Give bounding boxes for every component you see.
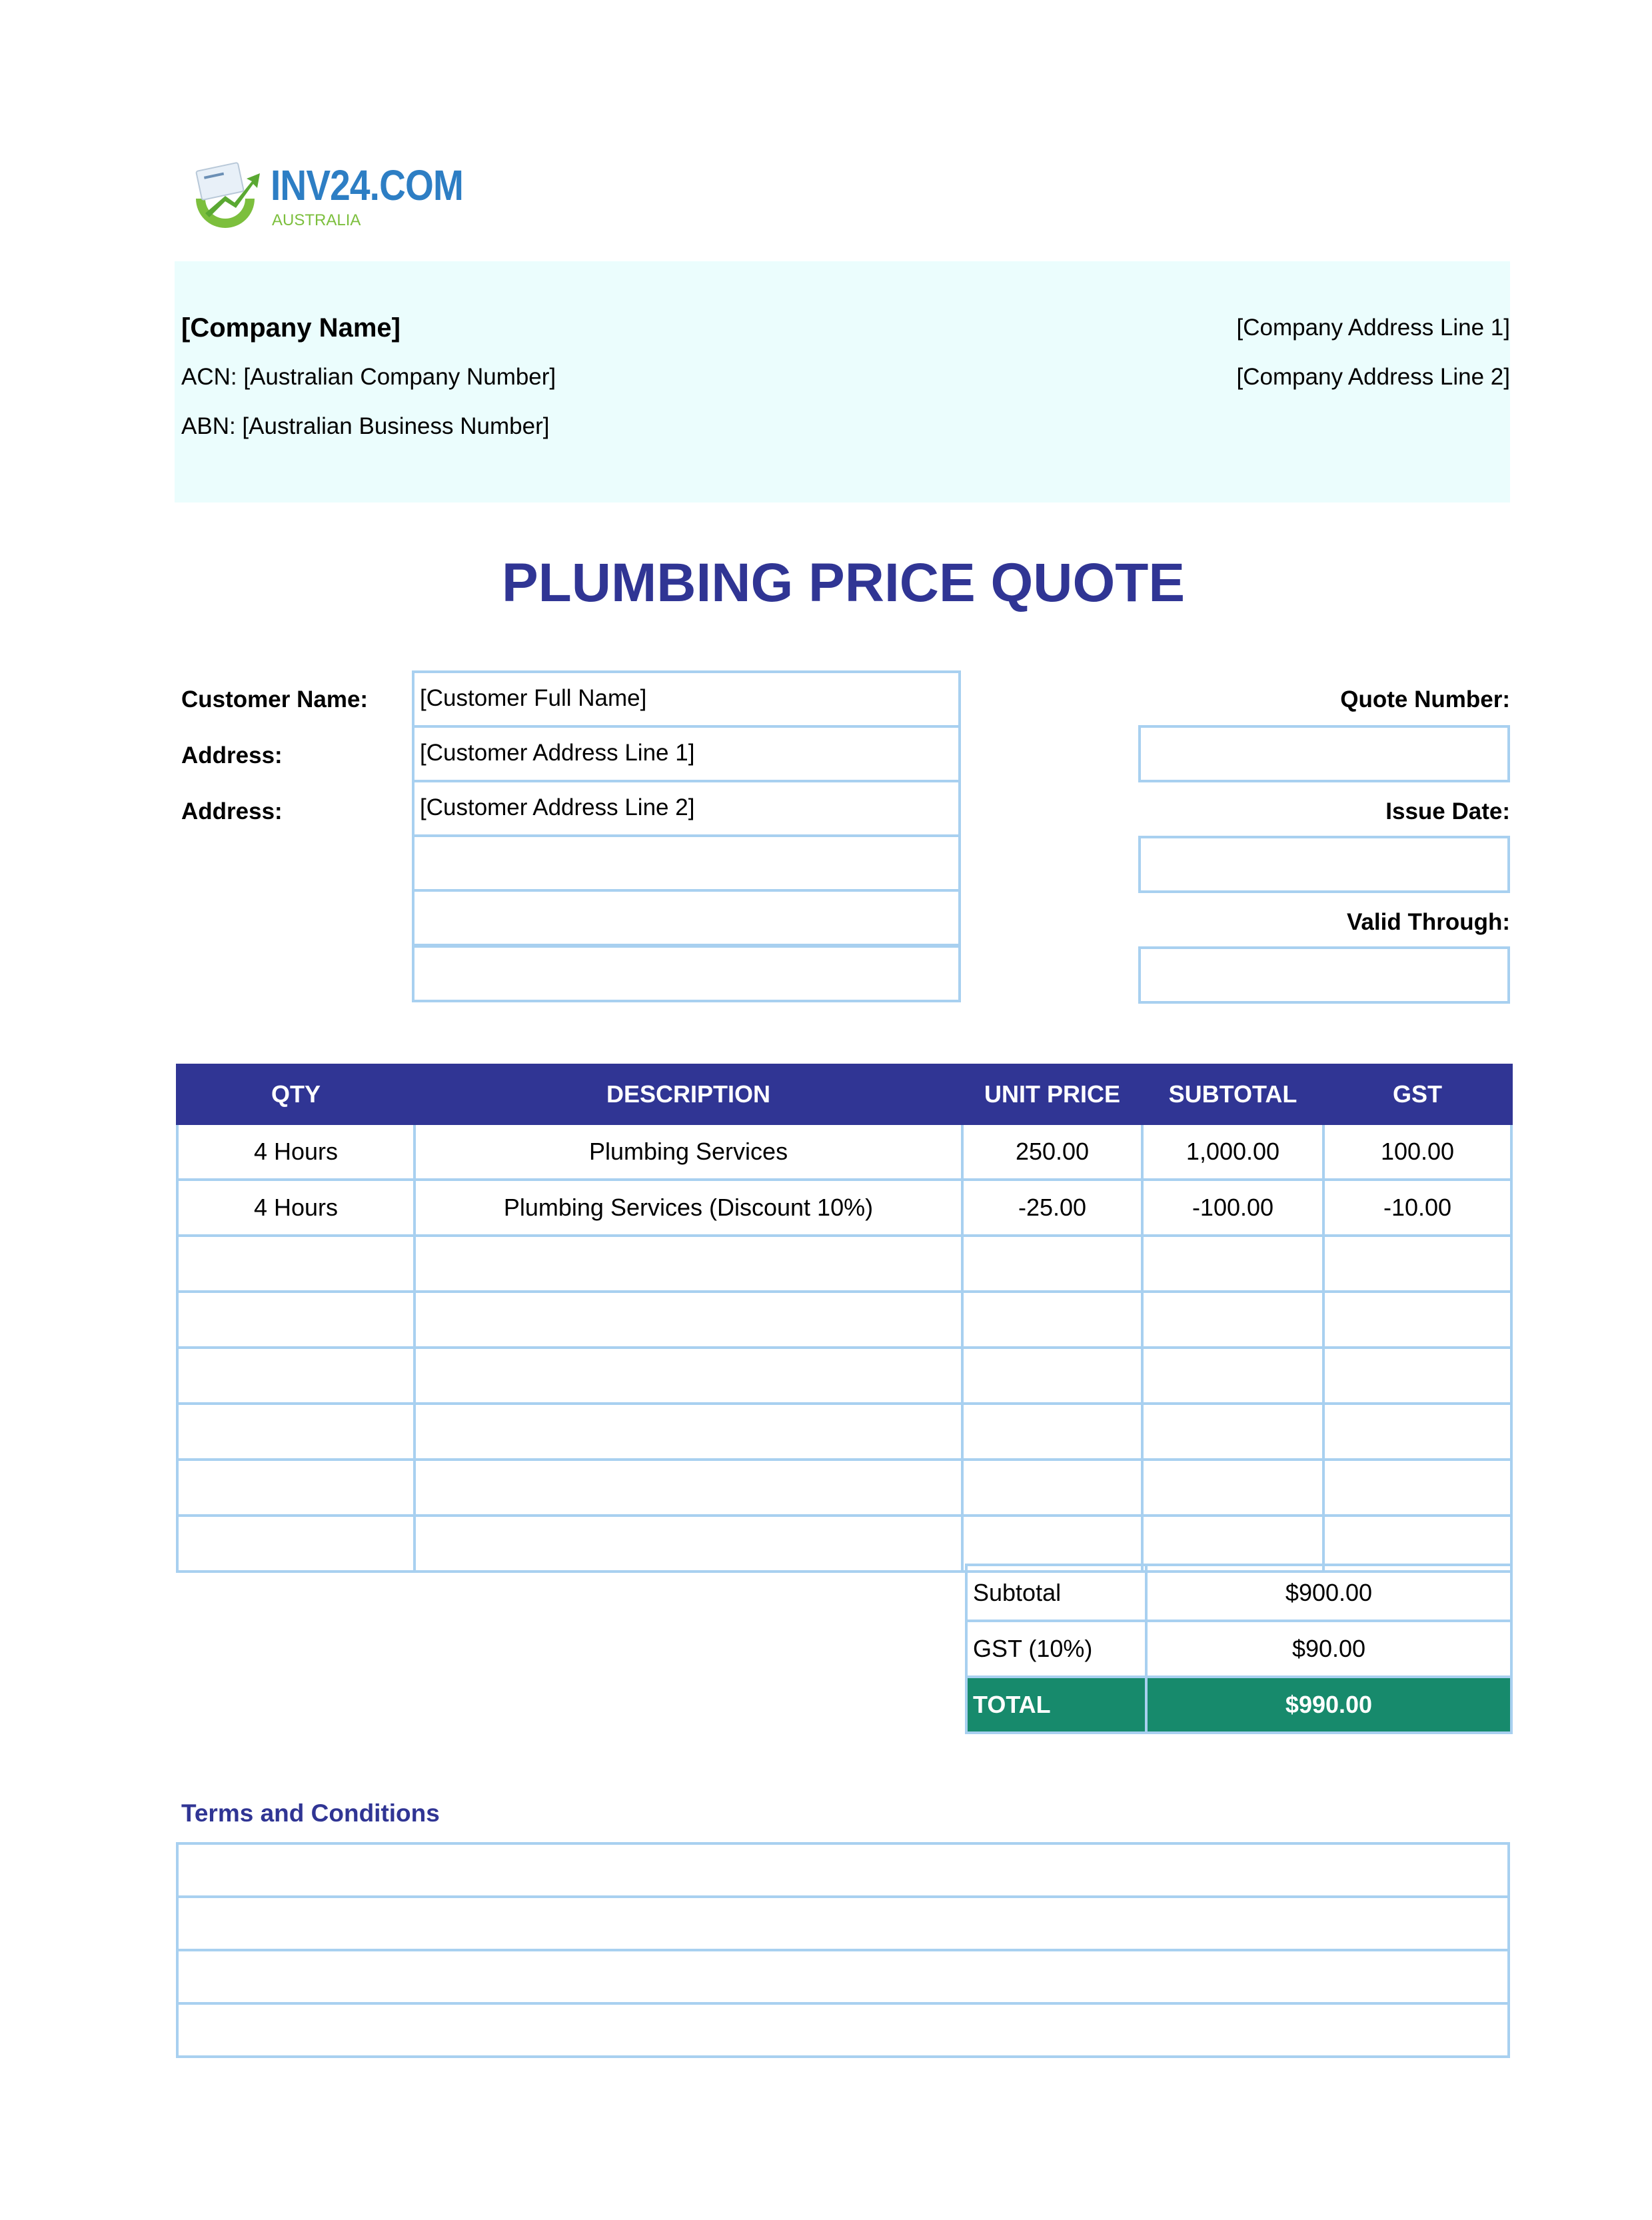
customer-address-field-2[interactable]	[412, 780, 961, 837]
description-cell[interactable]	[414, 1516, 962, 1572]
description-cell[interactable]	[414, 1292, 962, 1348]
issue-date-label: Issue Date:	[1385, 798, 1510, 824]
terms-line-4[interactable]	[177, 2003, 1509, 2057]
table-row	[177, 1292, 1511, 1348]
gst-cell[interactable]	[1323, 1236, 1511, 1292]
document-title: PLUMBING PRICE QUOTE	[501, 553, 1186, 613]
terms-row	[177, 1897, 1509, 1950]
header-unit-price: UNIT PRICE	[962, 1065, 1142, 1124]
subtotal-cell[interactable]	[1142, 1236, 1323, 1292]
gst-cell[interactable]	[1323, 1348, 1511, 1404]
subtotal-cell[interactable]: 1,000.00	[1142, 1124, 1323, 1180]
gst-cell[interactable]	[1323, 1292, 1511, 1348]
subtotal-value[interactable]: $900.00	[1146, 1565, 1511, 1621]
table-row	[177, 1460, 1511, 1516]
quote-number-field[interactable]	[1138, 725, 1510, 782]
qty-cell[interactable]: 4 Hours	[177, 1180, 414, 1236]
table-row	[177, 1236, 1511, 1292]
unit-price-cell[interactable]: 250.00	[962, 1124, 1142, 1180]
table-row	[177, 1348, 1511, 1404]
qty-cell[interactable]	[177, 1460, 414, 1516]
terms-line-1[interactable]	[177, 1843, 1509, 1897]
company-address-line-2: [Company Address Line 2]	[1236, 364, 1510, 390]
customer-address-value-2: [Customer Address Line 2]	[420, 794, 695, 820]
totals-table	[965, 1564, 1513, 1734]
customer-address-value-1: [Customer Address Line 1]	[420, 740, 695, 766]
terms-row	[177, 2003, 1509, 2057]
qty-cell[interactable]	[177, 1348, 414, 1404]
items-header-row	[177, 1065, 1511, 1124]
customer-name-value: [Customer Full Name]	[420, 685, 647, 711]
subtotal-cell[interactable]	[1142, 1460, 1323, 1516]
subtotal-cell[interactable]	[1142, 1348, 1323, 1404]
customer-extra-field-3[interactable]	[412, 945, 961, 1002]
total-value[interactable]: $990.00	[1146, 1677, 1511, 1733]
subtotal-row	[966, 1565, 1511, 1621]
qty-cell[interactable]: 4 Hours	[177, 1124, 414, 1180]
issue-date-field[interactable]	[1138, 836, 1510, 893]
gst-label: GST (10%)	[966, 1621, 1146, 1677]
terms-title: Terms and Conditions	[181, 1799, 440, 1827]
logo-icon	[185, 157, 265, 237]
subtotal-label: Subtotal	[966, 1565, 1146, 1621]
description-cell[interactable]	[414, 1404, 962, 1460]
company-acn: ACN: [Australian Company Number]	[181, 364, 556, 390]
gst-cell[interactable]: -10.00	[1323, 1180, 1511, 1236]
logo-name: INV24.COM	[271, 161, 463, 209]
company-address-line-1: [Company Address Line 1]	[1236, 315, 1510, 341]
header-qty: QTY	[177, 1065, 414, 1124]
description-cell[interactable]	[414, 1460, 962, 1516]
description-cell[interactable]: Plumbing Services (Discount 10%)	[414, 1180, 962, 1236]
customer-name-field[interactable]	[412, 670, 961, 728]
company-name: [Company Name]	[181, 313, 401, 343]
qty-cell[interactable]	[177, 1236, 414, 1292]
gst-cell[interactable]: 100.00	[1323, 1124, 1511, 1180]
unit-price-cell[interactable]	[962, 1236, 1142, 1292]
terms-row	[177, 1843, 1509, 1897]
customer-address-label-1: Address:	[181, 742, 283, 768]
unit-price-cell[interactable]	[962, 1404, 1142, 1460]
valid-through-label: Valid Through:	[1347, 909, 1510, 935]
qty-cell[interactable]	[177, 1404, 414, 1460]
subtotal-cell[interactable]	[1142, 1404, 1323, 1460]
qty-cell[interactable]	[177, 1516, 414, 1572]
header-subtotal: SUBTOTAL	[1142, 1065, 1323, 1124]
description-cell[interactable]: Plumbing Services	[414, 1124, 962, 1180]
table-row	[177, 1180, 1511, 1236]
valid-through-field[interactable]	[1138, 946, 1510, 1004]
terms-line-2[interactable]	[177, 1897, 1509, 1950]
description-cell[interactable]	[414, 1236, 962, 1292]
items-table	[176, 1064, 1513, 1573]
qty-cell[interactable]	[177, 1292, 414, 1348]
gst-row	[966, 1621, 1511, 1677]
unit-price-cell[interactable]	[962, 1460, 1142, 1516]
quote-number-label: Quote Number:	[1340, 686, 1510, 712]
header-gst: GST	[1323, 1065, 1511, 1124]
terms-row	[177, 1950, 1509, 2003]
unit-price-cell[interactable]	[962, 1348, 1142, 1404]
subtotal-cell[interactable]: -100.00	[1142, 1180, 1323, 1236]
customer-address-label-2: Address:	[181, 798, 283, 824]
customer-extra-field-2[interactable]	[412, 889, 961, 946]
company-abn: ABN: [Australian Business Number]	[181, 413, 550, 439]
gst-cell[interactable]	[1323, 1404, 1511, 1460]
customer-address-field-1[interactable]	[412, 725, 961, 782]
terms-table	[176, 1842, 1510, 2058]
total-row	[966, 1677, 1511, 1733]
header-description: DESCRIPTION	[414, 1065, 962, 1124]
unit-price-cell[interactable]: -25.00	[962, 1180, 1142, 1236]
subtotal-cell[interactable]	[1142, 1292, 1323, 1348]
customer-name-label: Customer Name:	[181, 686, 369, 712]
logo-region: AUSTRALIA	[272, 211, 361, 229]
total-label: TOTAL	[966, 1677, 1146, 1733]
gst-value[interactable]: $90.00	[1146, 1621, 1511, 1677]
table-row	[177, 1124, 1511, 1180]
customer-extra-field-1[interactable]	[412, 834, 961, 892]
unit-price-cell[interactable]	[962, 1292, 1142, 1348]
description-cell[interactable]	[414, 1348, 962, 1404]
gst-cell[interactable]	[1323, 1460, 1511, 1516]
table-row	[177, 1404, 1511, 1460]
terms-line-3[interactable]	[177, 1950, 1509, 2003]
